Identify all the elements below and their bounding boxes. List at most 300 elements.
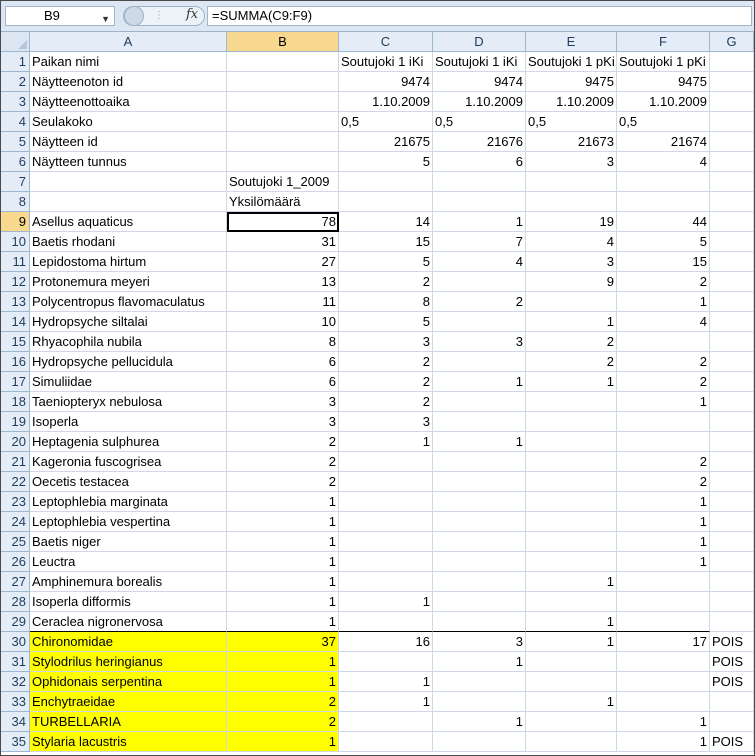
cell-e25[interactable]	[526, 532, 617, 552]
cell-a10[interactable]: Baetis rhodani	[30, 232, 227, 252]
row-header-10[interactable]: 10	[1, 232, 30, 252]
cell-f7[interactable]	[617, 172, 710, 192]
cell-b30[interactable]: 37	[227, 632, 339, 652]
cell-e21[interactable]	[526, 452, 617, 472]
cell-e27[interactable]: 1	[526, 572, 617, 592]
cell-g3[interactable]	[710, 92, 754, 112]
cell-c16[interactable]: 2	[339, 352, 433, 372]
cell-b32[interactable]: 1	[227, 672, 339, 692]
cell-e19[interactable]	[526, 412, 617, 432]
cell-g21[interactable]	[710, 452, 754, 472]
cell-c8[interactable]	[339, 192, 433, 212]
cell-c15[interactable]: 3	[339, 332, 433, 352]
cell-f32[interactable]	[617, 672, 710, 692]
cell-d2[interactable]: 9474	[433, 72, 526, 92]
cell-f9[interactable]: 44	[617, 212, 710, 232]
cell-b20[interactable]: 2	[227, 432, 339, 452]
cell-c28[interactable]: 1	[339, 592, 433, 612]
cell-b10[interactable]: 31	[227, 232, 339, 252]
column-header-a[interactable]: A	[30, 32, 227, 52]
row-header-34[interactable]: 34	[1, 712, 30, 732]
cell-c27[interactable]	[339, 572, 433, 592]
cell-b33[interactable]: 2	[227, 692, 339, 712]
cell-b6[interactable]	[227, 152, 339, 172]
cell-f10[interactable]: 5	[617, 232, 710, 252]
cell-e12[interactable]: 9	[526, 272, 617, 292]
cell-b35[interactable]: 1	[227, 732, 339, 752]
cell-g16[interactable]	[710, 352, 754, 372]
row-header-28[interactable]: 28	[1, 592, 30, 612]
cell-g8[interactable]	[710, 192, 754, 212]
cell-b2[interactable]	[227, 72, 339, 92]
cell-f25[interactable]: 1	[617, 532, 710, 552]
cell-f5[interactable]: 21674	[617, 132, 710, 152]
cell-e22[interactable]	[526, 472, 617, 492]
cell-b14[interactable]: 10	[227, 312, 339, 332]
cell-f35[interactable]: 1	[617, 732, 710, 752]
cell-d1[interactable]: Soutujoki 1 iKi	[433, 52, 526, 72]
cell-a22[interactable]: Oecetis testacea	[30, 472, 227, 492]
cell-d26[interactable]	[433, 552, 526, 572]
row-header-33[interactable]: 33	[1, 692, 30, 712]
cell-c5[interactable]: 21675	[339, 132, 433, 152]
cell-d25[interactable]	[433, 532, 526, 552]
row-header-21[interactable]: 21	[1, 452, 30, 472]
cell-b26[interactable]: 1	[227, 552, 339, 572]
row-header-16[interactable]: 16	[1, 352, 30, 372]
cell-d12[interactable]	[433, 272, 526, 292]
cell-e28[interactable]	[526, 592, 617, 612]
cell-g13[interactable]	[710, 292, 754, 312]
cell-b8[interactable]: Yksilömäärä	[227, 192, 339, 212]
cell-e33[interactable]: 1	[526, 692, 617, 712]
cell-g32[interactable]: POIS	[710, 672, 754, 692]
cell-d5[interactable]: 21676	[433, 132, 526, 152]
row-header-22[interactable]: 22	[1, 472, 30, 492]
formula-input[interactable]: =SUMMA(C9:F9)	[207, 6, 752, 26]
cell-d24[interactable]	[433, 512, 526, 532]
cell-f20[interactable]	[617, 432, 710, 452]
cell-b3[interactable]	[227, 92, 339, 112]
cell-a19[interactable]: Isoperla	[30, 412, 227, 432]
cell-f27[interactable]	[617, 572, 710, 592]
cell-e24[interactable]	[526, 512, 617, 532]
cell-c25[interactable]	[339, 532, 433, 552]
cell-f8[interactable]	[617, 192, 710, 212]
cell-b13[interactable]: 11	[227, 292, 339, 312]
cell-a6[interactable]: Näytteen tunnus	[30, 152, 227, 172]
select-all-button[interactable]	[1, 32, 30, 52]
cell-b12[interactable]: 13	[227, 272, 339, 292]
cell-a34[interactable]: TURBELLARIA	[30, 712, 227, 732]
cell-g20[interactable]	[710, 432, 754, 452]
cell-e18[interactable]	[526, 392, 617, 412]
cell-b24[interactable]: 1	[227, 512, 339, 532]
cell-d29[interactable]	[433, 612, 526, 632]
cell-e4[interactable]: 0,5	[526, 112, 617, 132]
row-header-13[interactable]: 13	[1, 292, 30, 312]
row-header-6[interactable]: 6	[1, 152, 30, 172]
cell-b27[interactable]: 1	[227, 572, 339, 592]
cell-d33[interactable]	[433, 692, 526, 712]
cell-g4[interactable]	[710, 112, 754, 132]
row-header-15[interactable]: 15	[1, 332, 30, 352]
cell-f15[interactable]	[617, 332, 710, 352]
cell-g34[interactable]	[710, 712, 754, 732]
cell-g29[interactable]	[710, 612, 754, 632]
cell-c22[interactable]	[339, 472, 433, 492]
cell-d35[interactable]	[433, 732, 526, 752]
cell-g12[interactable]	[710, 272, 754, 292]
cell-a32[interactable]: Ophidonais serpentina	[30, 672, 227, 692]
table-row	[1, 52, 754, 72]
name-box[interactable]	[5, 6, 115, 26]
cell-e20[interactable]	[526, 432, 617, 452]
cell-f28[interactable]	[617, 592, 710, 612]
cell-g23[interactable]	[710, 492, 754, 512]
cell-b19[interactable]: 3	[227, 412, 339, 432]
cell-f17[interactable]: 2	[617, 372, 710, 392]
cell-e35[interactable]	[526, 732, 617, 752]
cell-c9[interactable]: 14	[339, 212, 433, 232]
cell-f19[interactable]	[617, 412, 710, 432]
cell-e5[interactable]: 21673	[526, 132, 617, 152]
cell-d9[interactable]: 1	[433, 212, 526, 232]
cell-c10[interactable]: 15	[339, 232, 433, 252]
cell-c34[interactable]	[339, 712, 433, 732]
row-header-5[interactable]: 5	[1, 132, 30, 152]
cell-d16[interactable]	[433, 352, 526, 372]
row-header-3[interactable]: 3	[1, 92, 30, 112]
cell-e15[interactable]: 2	[526, 332, 617, 352]
cell-a25[interactable]: Baetis niger	[30, 532, 227, 552]
cell-a35[interactable]: Stylaria lacustris	[30, 732, 227, 752]
cell-a33[interactable]: Enchytraeidae	[30, 692, 227, 712]
cell-g10[interactable]	[710, 232, 754, 252]
cell-c12[interactable]: 2	[339, 272, 433, 292]
cell-a9[interactable]: Asellus aquaticus	[30, 212, 227, 232]
cell-c32[interactable]: 1	[339, 672, 433, 692]
cell-f30[interactable]: 17	[617, 632, 710, 652]
row-header-24[interactable]: 24	[1, 512, 30, 532]
cell-a14[interactable]: Hydropsyche siltalai	[30, 312, 227, 332]
cell-g24[interactable]	[710, 512, 754, 532]
cell-g30[interactable]: POIS	[710, 632, 754, 652]
cell-f24[interactable]: 1	[617, 512, 710, 532]
cell-c24[interactable]	[339, 512, 433, 532]
cell-d15[interactable]: 3	[433, 332, 526, 352]
cell-c1[interactable]: Soutujoki 1 iKi	[339, 52, 433, 72]
cell-d20[interactable]: 1	[433, 432, 526, 452]
cell-d28[interactable]	[433, 592, 526, 612]
cell-d7[interactable]	[433, 172, 526, 192]
cell-e6[interactable]: 3	[526, 152, 617, 172]
cell-g31[interactable]: POIS	[710, 652, 754, 672]
cell-c26[interactable]	[339, 552, 433, 572]
cell-g33[interactable]	[710, 692, 754, 712]
row-header-29[interactable]: 29	[1, 612, 30, 632]
row-header-7[interactable]: 7	[1, 172, 30, 192]
cell-a11[interactable]: Lepidostoma hirtum	[30, 252, 227, 272]
column-header-b[interactable]: B	[227, 32, 339, 52]
cell-b22[interactable]: 2	[227, 472, 339, 492]
cell-e34[interactable]	[526, 712, 617, 732]
cell-d11[interactable]: 4	[433, 252, 526, 272]
cell-b11[interactable]: 27	[227, 252, 339, 272]
cell-a18[interactable]: Taeniopteryx nebulosa	[30, 392, 227, 412]
cell-c19[interactable]: 3	[339, 412, 433, 432]
cell-b15[interactable]: 8	[227, 332, 339, 352]
cell-c35[interactable]	[339, 732, 433, 752]
row-header-30[interactable]: 30	[1, 632, 30, 652]
cell-c6[interactable]: 5	[339, 152, 433, 172]
cell-c14[interactable]: 5	[339, 312, 433, 332]
cell-a27[interactable]: Amphinemura borealis	[30, 572, 227, 592]
cell-b1[interactable]	[227, 52, 339, 72]
cell-a29[interactable]: Ceraclea nigronervosa	[30, 612, 227, 632]
cell-f29[interactable]	[617, 612, 710, 632]
cell-b18[interactable]: 3	[227, 392, 339, 412]
cell-g9[interactable]	[710, 212, 754, 232]
cell-g19[interactable]	[710, 412, 754, 432]
cell-c13[interactable]: 8	[339, 292, 433, 312]
row-header-9[interactable]: 9	[1, 212, 30, 232]
cell-c17[interactable]: 2	[339, 372, 433, 392]
cell-g25[interactable]	[710, 532, 754, 552]
row-header-14[interactable]: 14	[1, 312, 30, 332]
cell-g15[interactable]	[710, 332, 754, 352]
cell-g18[interactable]	[710, 392, 754, 412]
cell-c7[interactable]	[339, 172, 433, 192]
cell-b16[interactable]: 6	[227, 352, 339, 372]
cell-f3[interactable]: 1.10.2009	[617, 92, 710, 112]
row-header-23[interactable]: 23	[1, 492, 30, 512]
cell-c18[interactable]: 2	[339, 392, 433, 412]
cell-f11[interactable]: 15	[617, 252, 710, 272]
cell-e32[interactable]	[526, 672, 617, 692]
cell-e13[interactable]	[526, 292, 617, 312]
cell-f14[interactable]: 4	[617, 312, 710, 332]
cell-d8[interactable]	[433, 192, 526, 212]
cell-g5[interactable]	[710, 132, 754, 152]
cell-a2[interactable]: Näytteenoton id	[30, 72, 227, 92]
row-header-35[interactable]: 35	[1, 732, 30, 752]
cell-a28[interactable]: Isoperla difformis	[30, 592, 227, 612]
cell-a24[interactable]: Leptophlebia vespertina	[30, 512, 227, 532]
cell-b17[interactable]: 6	[227, 372, 339, 392]
cell-e9[interactable]: 19	[526, 212, 617, 232]
cell-f16[interactable]: 2	[617, 352, 710, 372]
column-header-d[interactable]: D	[433, 32, 526, 52]
cell-d6[interactable]: 6	[433, 152, 526, 172]
insert-function-icon[interactable]: fx	[186, 7, 199, 22]
cell-g2[interactable]	[710, 72, 754, 92]
cell-g35[interactable]: POIS	[710, 732, 754, 752]
row-header-12[interactable]: 12	[1, 272, 30, 292]
cell-a5[interactable]: Näytteen id	[30, 132, 227, 152]
cell-a13[interactable]: Polycentropus flavomaculatus	[30, 292, 227, 312]
cell-d27[interactable]	[433, 572, 526, 592]
cell-f31[interactable]	[617, 652, 710, 672]
cell-e14[interactable]: 1	[526, 312, 617, 332]
column-header-f[interactable]: F	[617, 32, 710, 52]
cell-c20[interactable]: 1	[339, 432, 433, 452]
row-header-17[interactable]: 17	[1, 372, 30, 392]
cell-d17[interactable]: 1	[433, 372, 526, 392]
cell-c23[interactable]	[339, 492, 433, 512]
cell-c3[interactable]: 1.10.2009	[339, 92, 433, 112]
cell-g11[interactable]	[710, 252, 754, 272]
cell-d34[interactable]: 1	[433, 712, 526, 732]
cell-d10[interactable]: 7	[433, 232, 526, 252]
cell-f23[interactable]: 1	[617, 492, 710, 512]
cell-b34[interactable]: 2	[227, 712, 339, 732]
cell-g26[interactable]	[710, 552, 754, 572]
cell-e3[interactable]: 1.10.2009	[526, 92, 617, 112]
cell-f22[interactable]: 2	[617, 472, 710, 492]
cell-b21[interactable]: 2	[227, 452, 339, 472]
column-header-c[interactable]: C	[339, 32, 433, 52]
cell-e16[interactable]: 2	[526, 352, 617, 372]
cell-f6[interactable]: 4	[617, 152, 710, 172]
expand-formula-bar-button[interactable]	[124, 6, 144, 26]
cell-a8[interactable]	[30, 192, 227, 212]
table-row	[1, 732, 754, 752]
cell-c33[interactable]: 1	[339, 692, 433, 712]
cell-f12[interactable]: 2	[617, 272, 710, 292]
cell-b9[interactable]: 78	[227, 212, 339, 232]
cell-f34[interactable]: 1	[617, 712, 710, 732]
row-header-19[interactable]: 19	[1, 412, 30, 432]
cell-c4[interactable]: 0,5	[339, 112, 433, 132]
drag-handle-icon[interactable]: ⋮	[154, 10, 165, 21]
cell-a16[interactable]: Hydropsyche pellucidula	[30, 352, 227, 372]
row-header-4[interactable]: 4	[1, 112, 30, 132]
row-header-2[interactable]: 2	[1, 72, 30, 92]
cell-f18[interactable]: 1	[617, 392, 710, 412]
cell-f21[interactable]: 2	[617, 452, 710, 472]
cell-a23[interactable]: Leptophlebia marginata	[30, 492, 227, 512]
row-header-1[interactable]: 1	[1, 52, 30, 72]
cell-f1[interactable]: Soutujoki 1 pKi	[617, 52, 710, 72]
cell-e10[interactable]: 4	[526, 232, 617, 252]
cell-e17[interactable]: 1	[526, 372, 617, 392]
cell-a26[interactable]: Leuctra	[30, 552, 227, 572]
row-header-18[interactable]: 18	[1, 392, 30, 412]
cell-e11[interactable]: 3	[526, 252, 617, 272]
cell-b28[interactable]: 1	[227, 592, 339, 612]
cell-a7[interactable]	[30, 172, 227, 192]
cell-g17[interactable]	[710, 372, 754, 392]
cell-f26[interactable]: 1	[617, 552, 710, 572]
table-row	[1, 252, 754, 272]
cell-a12[interactable]: Protonemura meyeri	[30, 272, 227, 292]
cell-d13[interactable]: 2	[433, 292, 526, 312]
cell-a20[interactable]: Heptagenia sulphurea	[30, 432, 227, 452]
cell-a31[interactable]: Stylodrilus heringianus	[30, 652, 227, 672]
cell-d4[interactable]: 0,5	[433, 112, 526, 132]
cell-a15[interactable]: Rhyacophila nubila	[30, 332, 227, 352]
cell-f4[interactable]: 0,5	[617, 112, 710, 132]
cell-b7[interactable]: Soutujoki 1_2009	[227, 172, 339, 192]
cell-g6[interactable]	[710, 152, 754, 172]
row-header-27[interactable]: 27	[1, 572, 30, 592]
cell-g7[interactable]	[710, 172, 754, 192]
row-header-11[interactable]: 11	[1, 252, 30, 272]
cell-d32[interactable]	[433, 672, 526, 692]
cell-g28[interactable]	[710, 592, 754, 612]
cell-e26[interactable]	[526, 552, 617, 572]
cell-g14[interactable]	[710, 312, 754, 332]
cell-e29[interactable]: 1	[526, 612, 617, 632]
cell-c2[interactable]: 9474	[339, 72, 433, 92]
cell-e23[interactable]	[526, 492, 617, 512]
chevron-down-icon[interactable]: ▼	[101, 14, 110, 24]
cell-d23[interactable]	[433, 492, 526, 512]
cell-a3[interactable]: Näytteenottoaika	[30, 92, 227, 112]
cell-f33[interactable]	[617, 692, 710, 712]
cell-d22[interactable]	[433, 472, 526, 492]
cell-c21[interactable]	[339, 452, 433, 472]
cell-c30[interactable]: 16	[339, 632, 433, 652]
cell-e8[interactable]	[526, 192, 617, 212]
cell-g27[interactable]	[710, 572, 754, 592]
cell-e31[interactable]	[526, 652, 617, 672]
table-row	[1, 72, 754, 92]
cell-b4[interactable]	[227, 112, 339, 132]
cell-e2[interactable]: 9475	[526, 72, 617, 92]
cell-g1[interactable]	[710, 52, 754, 72]
row-header-8[interactable]: 8	[1, 192, 30, 212]
cell-e1[interactable]: Soutujoki 1 pKi	[526, 52, 617, 72]
cell-a21[interactable]: Kageronia fuscogrisea	[30, 452, 227, 472]
cell-c31[interactable]	[339, 652, 433, 672]
cell-f13[interactable]: 1	[617, 292, 710, 312]
cell-a30[interactable]: Chironomidae	[30, 632, 227, 652]
table-row	[1, 432, 754, 452]
row-header-20[interactable]: 20	[1, 432, 30, 452]
cell-f2[interactable]: 9475	[617, 72, 710, 92]
cell-b29[interactable]: 1	[227, 612, 339, 632]
cell-d3[interactable]: 1.10.2009	[433, 92, 526, 112]
row-header-26[interactable]: 26	[1, 552, 30, 572]
cell-e30[interactable]: 1	[526, 632, 617, 652]
cell-g22[interactable]	[710, 472, 754, 492]
cell-c11[interactable]: 5	[339, 252, 433, 272]
cell-b31[interactable]: 1	[227, 652, 339, 672]
row-header-31[interactable]: 31	[1, 652, 30, 672]
column-header-g[interactable]: G	[710, 32, 754, 52]
cell-a1[interactable]: Paikan nimi	[30, 52, 227, 72]
cell-d19[interactable]	[433, 412, 526, 432]
cell-a4[interactable]: Seulakoko	[30, 112, 227, 132]
table-row	[1, 712, 754, 732]
cell-b5[interactable]	[227, 132, 339, 152]
cell-d31[interactable]: 1	[433, 652, 526, 672]
cell-d21[interactable]	[433, 452, 526, 472]
cell-a17[interactable]: Simuliidae	[30, 372, 227, 392]
cell-d14[interactable]	[433, 312, 526, 332]
cell-d18[interactable]	[433, 392, 526, 412]
column-header-e[interactable]: E	[526, 32, 617, 52]
cell-e7[interactable]	[526, 172, 617, 192]
row-header-25[interactable]: 25	[1, 532, 30, 552]
cell-d30[interactable]: 3	[433, 632, 526, 652]
cell-b25[interactable]: 1	[227, 532, 339, 552]
row-header-32[interactable]: 32	[1, 672, 30, 692]
cell-c29[interactable]	[339, 612, 433, 632]
cell-b23[interactable]: 1	[227, 492, 339, 512]
